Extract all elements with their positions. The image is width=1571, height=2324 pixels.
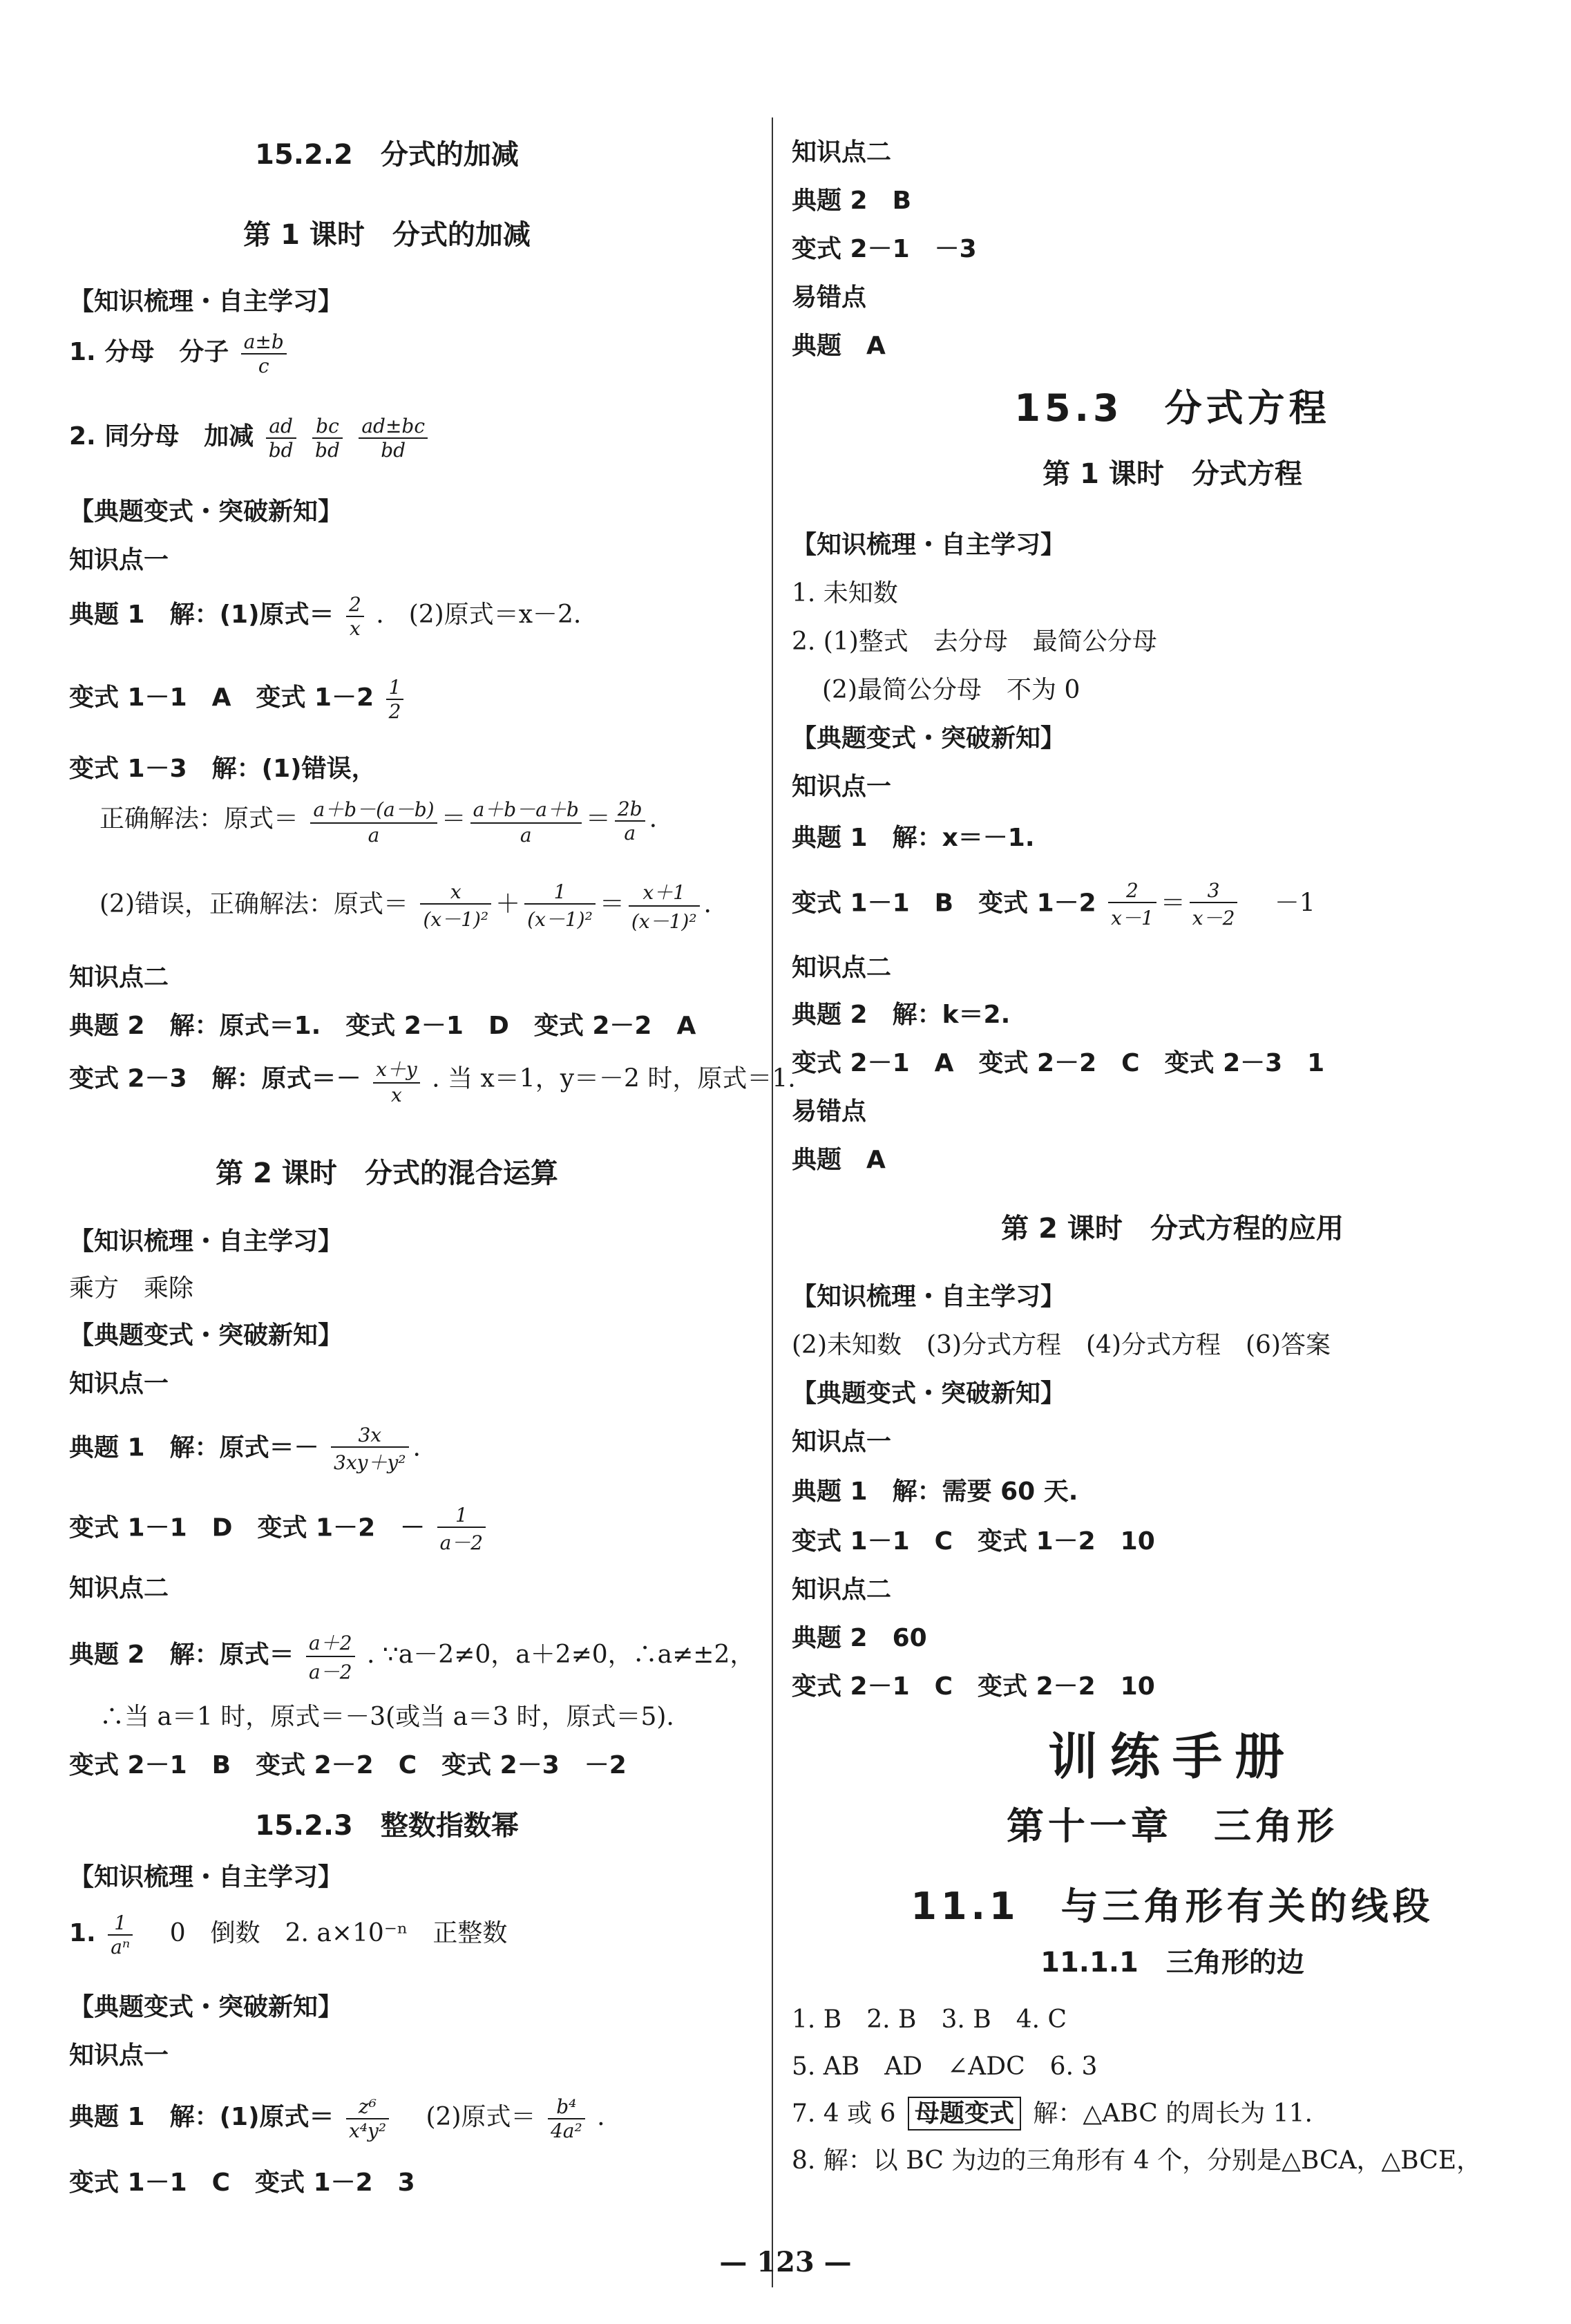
answer-line: ∴当 a＝1 时，原式＝－3(或当 a＝3 时，原式＝5).: [99, 1703, 674, 1731]
answer-line: 典题 2 60: [792, 1624, 927, 1652]
answer-line: 典题 1 解：x＝－1.: [792, 824, 1035, 852]
examples-heading: 【典题变式・突破新知】: [792, 1379, 1066, 1408]
section-title-11-1-1: 11.1.1 三角形的边: [1040, 1947, 1304, 1978]
answer-line: 典题 1 解：需要 60 天.: [792, 1477, 1078, 1506]
answer-line: 1. $\frac{1}{\text{aⁿ}}$ 0 倒数 2. a×10⁻ⁿ 正整数: [69, 1911, 508, 1958]
lesson-title: 第 2 课时 分式方程的应用: [1001, 1213, 1344, 1245]
answer-line: 典题 2 解：原式＝ $\frac{a+2}{a-2}$ . ∵a－2≠0，a＋2≠0，∴a≠±2，: [69, 1628, 754, 1685]
answer-line: 变式 1－1 C 变式 1－2 3: [69, 2169, 415, 2197]
answer-line: 2. (1)整式 去分母 最简公分母: [792, 627, 1157, 656]
answer-line: 变式 2－1 A 变式 2－2 C 变式 2－3 1: [792, 1049, 1325, 1077]
fraction: $\frac{a+b-(a-b)}{a}$: [310, 795, 437, 847]
fraction: $\frac{x+1}{\text{(x－1)²}}$: [629, 878, 700, 934]
answer-line: 变式 1－1 D 变式 1－2 － $\frac{1}{a-2}$: [69, 1504, 490, 1556]
answer-line: (2)错误，正确解法：原式＝ $\frac{x}{\text{(x－1)²}}$ ＋ $\frac{1}{\text{(x－1)²}}$ ＝ $\frac{x+1}{\text{(x－1)²}}$ .: [99, 878, 712, 934]
answer-line: 1. 分母 分子 $\frac{a\pm b}{c}$: [69, 330, 291, 377]
fraction: $\frac{a+b-a+b}{a}$: [470, 795, 582, 847]
fraction: $\frac{2}{x-1}$: [1108, 879, 1156, 931]
fraction: $\frac{1}{2}$: [386, 676, 404, 723]
answer-line: 变式 1－1 C 变式 1－2 10: [792, 1527, 1155, 1556]
answer-line: 5. AB AD ∠ADC 6. 3: [792, 2052, 1098, 2081]
answer-line: 变式 2－1 C 变式 2－2 10: [792, 1672, 1155, 1701]
examples-heading: 【典题变式・突破新知】: [69, 1321, 343, 1350]
answer-line: (2)最简公分母 不为 0: [822, 676, 1080, 704]
fraction: $\frac{1}{\text{aⁿ}}$: [108, 1911, 133, 1958]
review-heading: 【知识梳理・自主学习】: [69, 287, 343, 316]
answer-line: 典题 1 解：原式＝－ $\frac{3x}{\text{3xy＋y²}}$ .: [69, 1424, 421, 1474]
lesson-title: 第 1 课时 分式方程: [1042, 458, 1302, 490]
fraction: $\frac{a\pm b}{c}$: [241, 330, 287, 377]
fraction: $\frac{a+2}{a-2}$: [306, 1628, 355, 1685]
knowledge-point: 知识点二: [792, 1576, 892, 1604]
knowledge-point: 知识点一: [69, 546, 169, 574]
answer-line: 典题 1 解：(1)原式＝ $\frac{\text{z⁶}}{\text{x⁴y²}}$ (2)原式＝ $\frac{\text{b⁴}}{\text{4a²}}$ .: [69, 2095, 605, 2142]
knowledge-point: 知识点一: [69, 2041, 169, 2070]
answer-line: 7. 4 或 6 母题变式 解：△ABC 的周长为 11.: [792, 2094, 1313, 2129]
knowledge-point: 知识点一: [792, 773, 892, 801]
knowledge-point: 知识点一: [69, 1370, 169, 1398]
examples-heading: 【典题变式・突破新知】: [792, 724, 1066, 753]
section-title-15-2-3: 15.2.3 整数指数幂: [255, 1810, 519, 1842]
knowledge-point: 知识点二: [69, 963, 169, 992]
answer-line: 典题 A: [792, 1146, 886, 1174]
error-prone-point: 易错点: [792, 1097, 867, 1126]
answer-line: 典题 1 解：(1)原式＝ $\frac{2}{x}$ . (2)原式＝x－2.: [69, 593, 582, 640]
variant-badge: 母题变式: [908, 2097, 1021, 2131]
answer-line: 变式 2－1 B 变式 2－2 C 变式 2－3 －2: [69, 1751, 627, 1779]
fraction: $\frac{2}{x}$: [346, 593, 364, 640]
lesson-title: 第 2 课时 分式的混合运算: [216, 1158, 558, 1189]
answer-line: 正确解法：原式＝ $\frac{a+b-(a-b)}{a}$ ＝ $\frac{a+b-a+b}{a}$ ＝ $\frac{2b}{a}$ .: [99, 795, 657, 847]
answer-line: 典题 A: [792, 332, 886, 360]
answer-line: 变式 1－1 A 变式 1－2 $\frac{1}{2}$: [69, 676, 408, 723]
fraction: $\frac{x+y}{x}$: [373, 1055, 420, 1106]
knowledge-point: 知识点一: [792, 1428, 892, 1456]
fraction: $\frac{ad\pm bc}{bd}$: [359, 415, 428, 462]
answer-line: 2. 同分母 加减 $\frac{ad}{bd}$ $\frac{bc}{bd}$ $\frac{ad\pm bc}{bd}$: [69, 415, 432, 462]
review-heading: 【知识梳理・自主学习】: [69, 1863, 343, 1891]
answer-line: 1. 未知数: [792, 579, 898, 607]
knowledge-point: 知识点二: [792, 954, 892, 982]
answer-line: 典题 2 B: [792, 187, 912, 215]
fraction: $\frac{3}{x-2}$: [1190, 879, 1238, 931]
answer-line: 变式 1－1 B 变式 1－2 $\frac{2}{x-1}$ ＝ $\frac{3}{x-2}$ －1: [792, 879, 1315, 929]
page-number: — 123 —: [719, 2246, 852, 2278]
answer-line: 变式 1－3 解：(1)错误，: [69, 755, 377, 783]
section-title-11-1: 11.1 与三角形有关的线段: [911, 1884, 1434, 1928]
fraction: $\frac{x}{\text{(x－1)²}}$: [420, 880, 491, 932]
section-title-15-3: 15.3 分式方程: [1014, 386, 1331, 430]
review-heading: 【知识梳理・自主学习】: [792, 1283, 1066, 1311]
fraction: $\frac{ad}{bd}$: [266, 415, 296, 462]
lesson-title: 第 1 课时 分式的加减: [243, 219, 531, 251]
examples-heading: 【典题变式・突破新知】: [69, 498, 343, 526]
fraction: $\frac{1}{\text{(x－1)²}}$: [524, 880, 596, 932]
answer-line: 乘方 乘除: [69, 1274, 194, 1303]
error-prone-point: 易错点: [792, 283, 867, 312]
answer-line: 8. 解：以 BC 为边的三角形有 4 个，分别是△BCA，△BCE，: [792, 2146, 1482, 2175]
manual-title: 训练手册: [1047, 1727, 1297, 1786]
knowledge-point: 知识点二: [792, 138, 892, 167]
knowledge-point: 知识点二: [69, 1574, 169, 1603]
answer-line: 变式 2－1 －3: [792, 235, 977, 263]
review-heading: 【知识梳理・自主学习】: [792, 531, 1066, 559]
fraction: $\frac{3x}{\text{3xy＋y²}}$: [331, 1424, 408, 1475]
answer-line: 典题 2 解：k＝2.: [792, 1001, 1011, 1029]
chapter-title: 第十一章 三角形: [1007, 1804, 1338, 1848]
answer-line: (2)未知数 (3)分式方程 (4)分式方程 (6)答案: [792, 1331, 1331, 1359]
answer-line: 变式 2－3 解：原式＝－ $\frac{x+y}{x}$ . 当 x＝1，y＝－2 时，原式＝1.: [69, 1055, 796, 1106]
section-title-15-2-2: 15.2.2 分式的加减: [255, 139, 519, 171]
examples-heading: 【典题变式・突破新知】: [69, 1993, 343, 2021]
fraction: $\frac{\text{b⁴}}{\text{4a²}}$: [548, 2095, 585, 2142]
review-heading: 【知识梳理・自主学习】: [69, 1227, 343, 1256]
answer-line: 典题 2 解：原式＝1. 变式 2－1 D 变式 2－2 A: [69, 1012, 696, 1040]
column-divider: [772, 117, 773, 2287]
fraction: $\frac{1}{a-2}$: [437, 1504, 486, 1556]
fraction: $\frac{\text{z⁶}}{\text{x⁴y²}}$: [346, 2095, 389, 2142]
fraction: $\frac{2b}{a}$: [615, 797, 645, 844]
answer-line: 1. B 2. B 3. B 4. C: [792, 2005, 1067, 2034]
fraction: $\frac{bc}{bd}$: [312, 415, 343, 462]
